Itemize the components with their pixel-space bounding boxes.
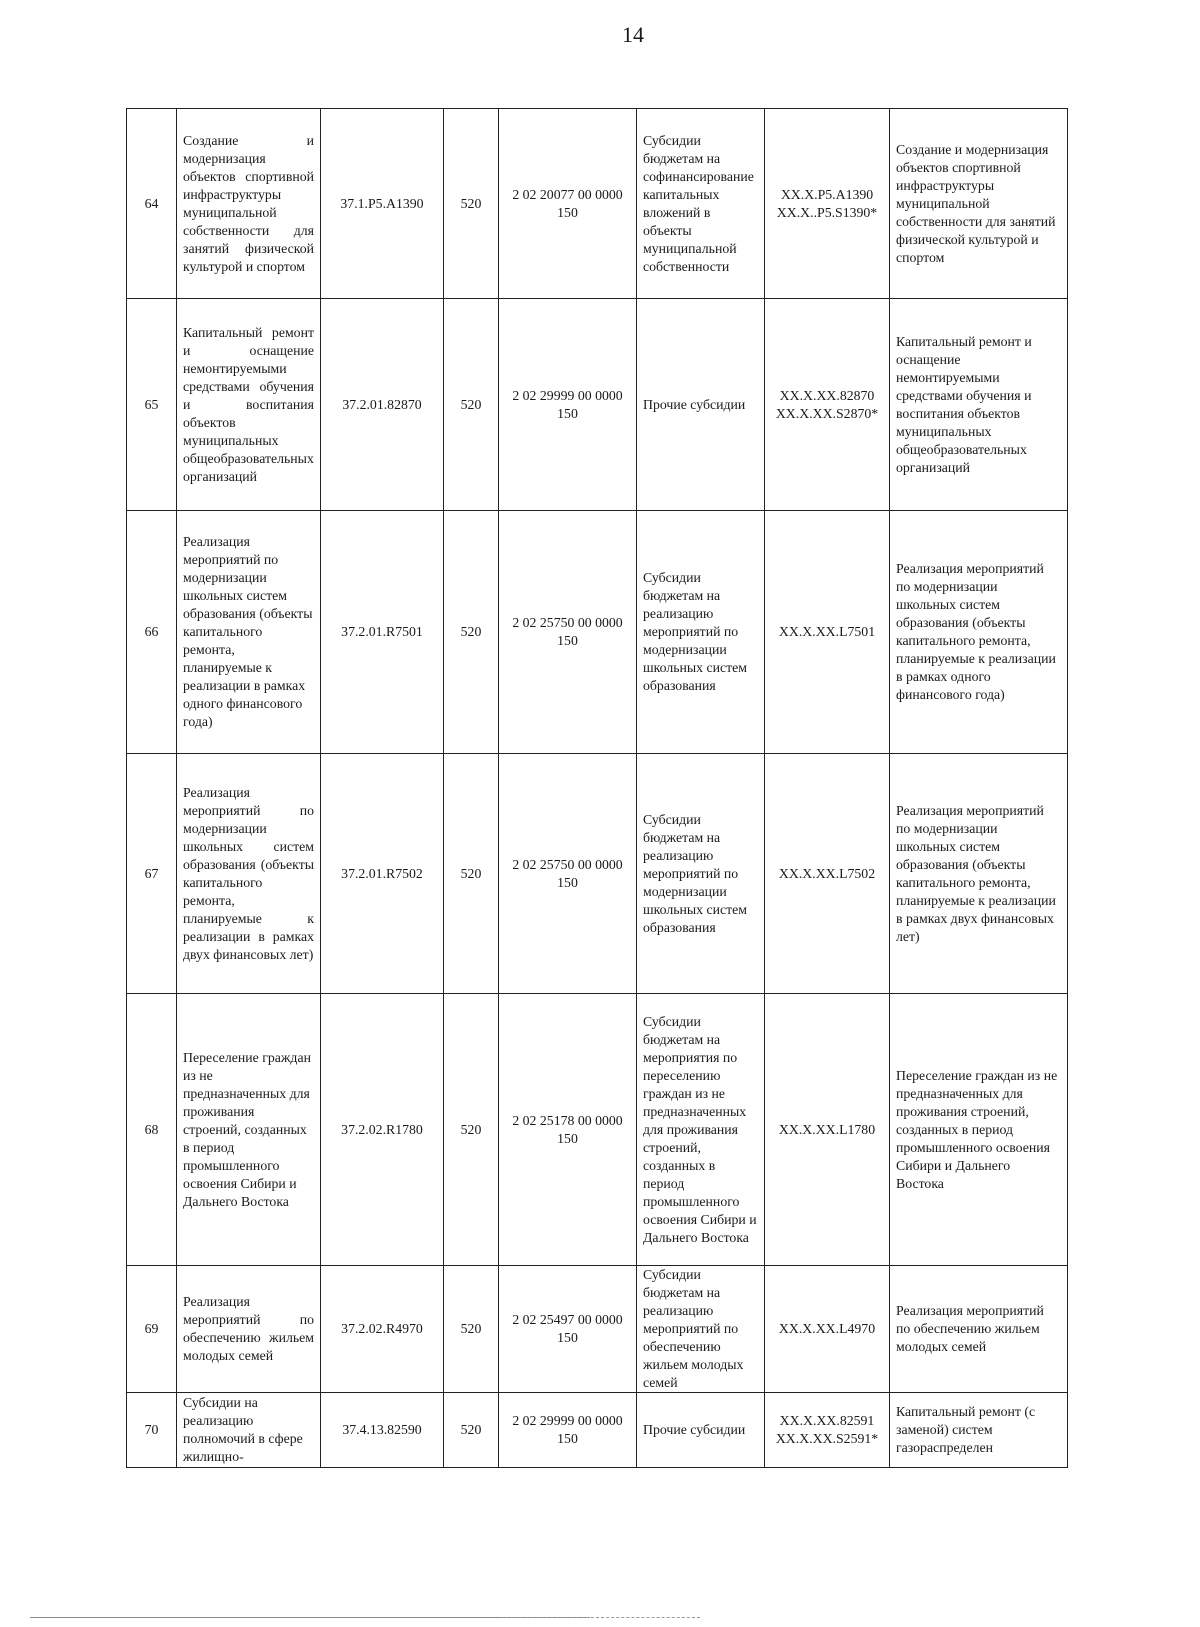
revenue-code: 2 02 29999 00 0000 150	[499, 299, 637, 511]
target-article-code: 37.2.02.R4970	[321, 1266, 444, 1393]
target-code: XX.X.XX.L7502	[765, 754, 890, 994]
event-name: Реализация мероприятий по модернизации школьных систем образования (объекты капитального ремонта, планируемые к реализации в рамках одного финансового года)	[177, 511, 321, 754]
event-name: Субсидии на реализацию полномочий в сфере жилищно-	[177, 1393, 321, 1468]
revenue-description: Прочие субсидии	[637, 1393, 765, 1468]
row-number: 67	[127, 754, 177, 994]
expense-type-code: 520	[444, 511, 499, 754]
row-number: 66	[127, 511, 177, 754]
expense-type-code: 520	[444, 1393, 499, 1468]
target-code: XX.X.XX.L7501	[765, 511, 890, 754]
target-purpose: Реализация мероприятий по обеспечению жильем молодых семей	[890, 1266, 1068, 1393]
scan-edge-line-dashed	[500, 1617, 700, 1618]
table-row	[127, 1266, 1068, 1393]
revenue-description: Прочие субсидии	[637, 299, 765, 511]
expense-type-code: 520	[444, 754, 499, 994]
row-number: 68	[127, 994, 177, 1266]
expense-type-code: 520	[444, 1266, 499, 1393]
row-number: 65	[127, 299, 177, 511]
event-name: Реализация мероприятий по обеспечению жильем молодых семей	[177, 1266, 321, 1393]
target-article-code: 37.4.13.82590	[321, 1393, 444, 1468]
revenue-description: Субсидии бюджетам на софинансирование капитальных вложений в объекты муниципальной собственности	[637, 109, 765, 299]
revenue-code: 2 02 20077 00 0000 150	[499, 109, 637, 299]
target-purpose: Реализация мероприятий по модернизации школьных систем образования (объекты капитального ремонта, планируемые к реализации в рамках двух финансовых лет)	[890, 754, 1068, 994]
target-code: XX.X.P5.A1390 XX.X..P5.S1390*	[765, 109, 890, 299]
target-purpose: Реализация мероприятий по модернизации школьных систем образования (объекты капитального ремонта, планируемые к реализации в рамках одного финансового года)	[890, 511, 1068, 754]
event-name: Реализация мероприятий по модернизации школьных систем образования (объекты капитального ремонта, планируемые к реализации в рамках двух финансовых лет)	[177, 754, 321, 994]
table-row	[127, 511, 1068, 754]
expense-type-code: 520	[444, 299, 499, 511]
row-number: 69	[127, 1266, 177, 1393]
expense-type-code: 520	[444, 109, 499, 299]
target-purpose: Создание и модернизация объектов спортивной инфраструктуры муниципальной собственности для занятий физической культурой и спортом	[890, 109, 1068, 299]
event-name: Капитальный ремонт и оснащение немонтируемыми средствами обучения и воспитания объектов муниципальных общеобразовательных организаций	[177, 299, 321, 511]
target-code: XX.X.XX.L4970	[765, 1266, 890, 1393]
event-name: Создание и модернизация объектов спортивной инфраструктуры муниципальной собственности для занятий физической культурой и спортом	[177, 109, 321, 299]
row-number: 70	[127, 1393, 177, 1468]
revenue-description: Субсидии бюджетам на реализацию мероприятий по обеспечению жильем молодых семей	[637, 1266, 765, 1393]
table-row	[127, 754, 1068, 994]
row-number: 64	[127, 109, 177, 299]
target-article-code: 37.1.P5.A1390	[321, 109, 444, 299]
expense-type-code: 520	[444, 994, 499, 1266]
revenue-description: Субсидии бюджетам на реализацию мероприятий по модернизации школьных систем образования	[637, 754, 765, 994]
table-row	[127, 109, 1068, 299]
page-number: 14	[622, 22, 644, 47]
target-article-code: 37.2.01.R7501	[321, 511, 444, 754]
target-purpose: Переселение граждан из не предназначенных для проживания строений, созданных в период промышленного освоения Сибири и Дальнего Востока	[890, 994, 1068, 1266]
revenue-code: 2 02 29999 00 0000 150	[499, 1393, 637, 1468]
event-name: Переселение граждан из не предназначенных для проживания строений, созданных в период промышленного освоения Сибири и Дальнего Востока	[177, 994, 321, 1266]
target-code: XX.X.XX.L1780	[765, 994, 890, 1266]
target-purpose: Капитальный ремонт и оснащение немонтируемыми средствами обучения и воспитания объектов муниципальных общеобразовательных организаций	[890, 299, 1068, 511]
target-code: XX.X.XX.82591 XX.X.XX.S2591*	[765, 1393, 890, 1468]
table-row	[127, 1393, 1068, 1468]
target-article-code: 37.2.01.R7502	[321, 754, 444, 994]
target-code: XX.X.XX.82870 XX.X.XX.S2870*	[765, 299, 890, 511]
revenue-description: Субсидии бюджетам на мероприятия по переселению граждан из не предназначенных для проживания строений, созданных в период промышленного освоения Сибири и Дальнего Востока	[637, 994, 765, 1266]
target-article-code: 37.2.02.R1780	[321, 994, 444, 1266]
revenue-description: Субсидии бюджетам на реализацию мероприятий по модернизации школьных систем образования	[637, 511, 765, 754]
target-article-code: 37.2.01.82870	[321, 299, 444, 511]
table-row	[127, 994, 1068, 1266]
revenue-code: 2 02 25750 00 0000 150	[499, 754, 637, 994]
target-purpose: Капитальный ремонт (с заменой) систем газораспределен	[890, 1393, 1068, 1468]
subsidies-table	[126, 108, 1068, 1468]
revenue-code: 2 02 25750 00 0000 150	[499, 511, 637, 754]
revenue-code: 2 02 25497 00 0000 150	[499, 1266, 637, 1393]
revenue-code: 2 02 25178 00 0000 150	[499, 994, 637, 1266]
table-row	[127, 299, 1068, 511]
